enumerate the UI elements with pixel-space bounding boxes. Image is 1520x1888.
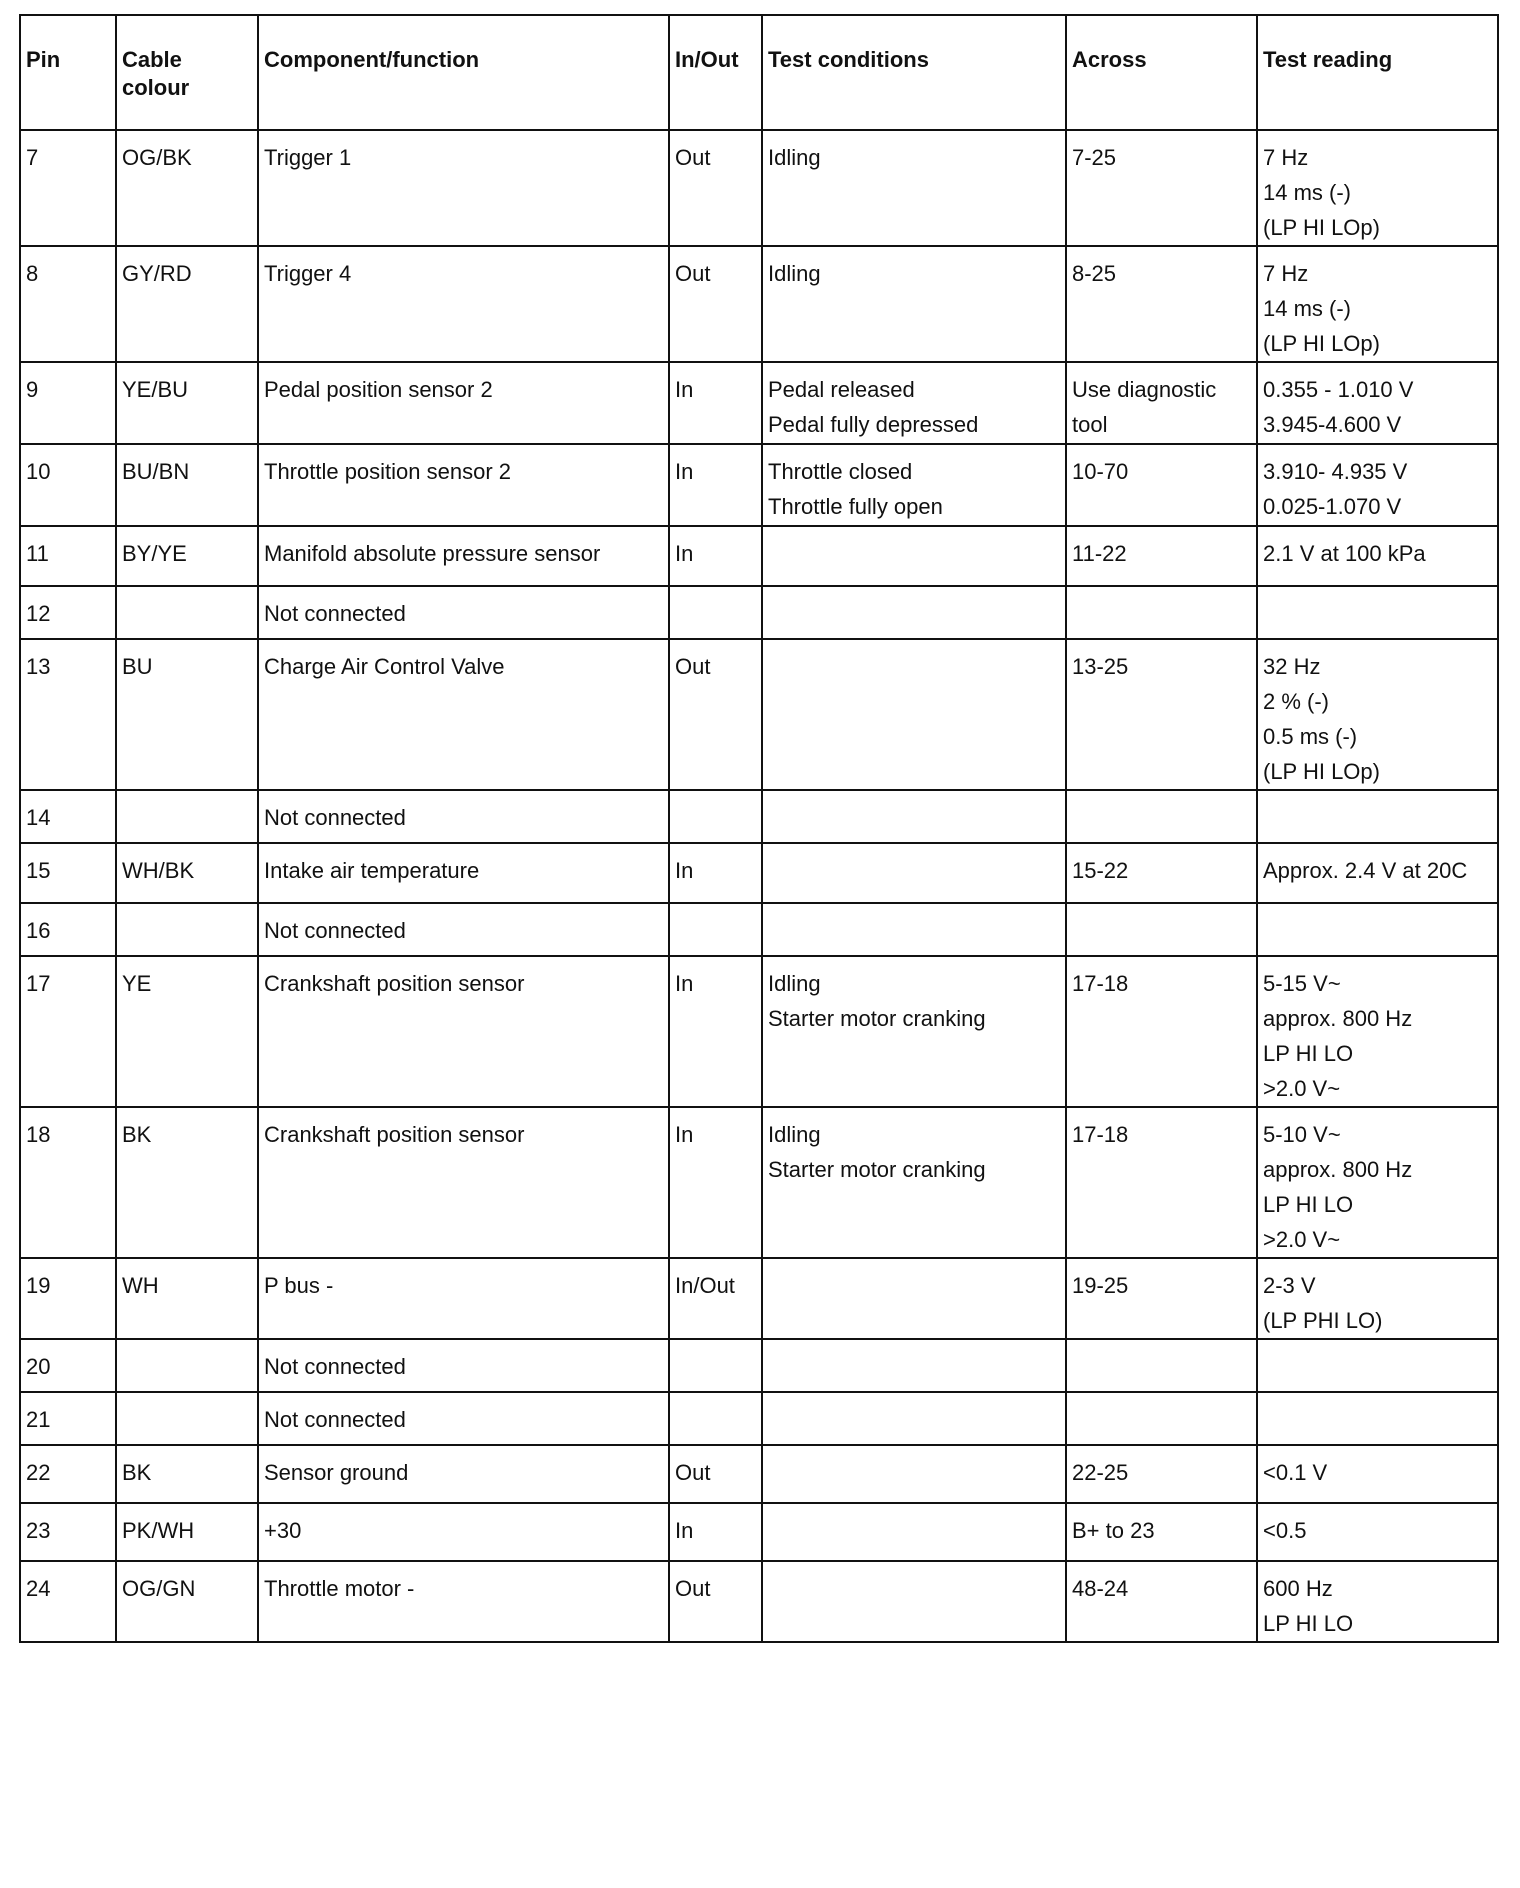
table-row (20, 639, 1498, 790)
cell-colour: BK (116, 1445, 258, 1503)
column-header-line: Test reading (1263, 47, 1393, 72)
cell-line: Charge Air Control Valve (264, 654, 505, 679)
cell-line: LP HI LO (1263, 1041, 1354, 1066)
column-header-line: Across (1072, 47, 1147, 72)
cell-across (1066, 130, 1257, 246)
cell-inout: Out (669, 639, 762, 790)
cell-conditions (762, 444, 1066, 526)
cell-colour: YE (116, 956, 258, 1107)
table-row (20, 843, 1498, 903)
cell-across (1066, 1445, 1257, 1503)
cell-conditions (762, 362, 1066, 444)
cell-across (1066, 1339, 1257, 1392)
cell-line: Sensor ground (264, 1460, 409, 1485)
cell-across (1066, 790, 1257, 843)
cell-inout: In (669, 843, 762, 903)
cell-line: 7 Hz (1263, 261, 1309, 286)
cell-component (258, 903, 669, 956)
column-header-component (258, 15, 669, 130)
cell-colour: PK/WH (116, 1503, 258, 1561)
cell-across (1066, 1258, 1257, 1339)
cell-line: >2.0 V~ (1263, 1227, 1341, 1252)
cell-conditions (762, 790, 1066, 843)
cell-pin: 7 (20, 130, 116, 246)
cell-line: 10-70 (1072, 459, 1129, 484)
cell-line: (LP HI LOp) (1263, 215, 1380, 240)
cell-reading (1257, 956, 1498, 1107)
column-header-pin (20, 15, 116, 130)
cell-pin: 9 (20, 362, 116, 444)
cell-colour (116, 1392, 258, 1445)
cell-line: Not connected (264, 918, 406, 943)
table-body (20, 130, 1498, 1642)
table-header-row (20, 15, 1498, 130)
cell-line: 3.945-4.600 V (1263, 412, 1402, 437)
cell-line: Crankshaft position sensor (264, 971, 525, 996)
cell-line: Not connected (264, 1407, 406, 1432)
cell-line: Pedal released (768, 377, 915, 402)
cell-component (258, 526, 669, 586)
cell-pin: 23 (20, 1503, 116, 1561)
cell-across (1066, 526, 1257, 586)
cell-pin: 16 (20, 903, 116, 956)
cell-reading (1257, 130, 1498, 246)
cell-line: approx. 800 Hz (1263, 1006, 1413, 1031)
cell-colour: BU/BN (116, 444, 258, 526)
cell-pin: 22 (20, 1445, 116, 1503)
cell-line: Throttle position sensor 2 (264, 459, 512, 484)
cell-across (1066, 903, 1257, 956)
cell-line: 0.355 - 1.010 V (1263, 377, 1414, 402)
cell-line: Trigger 1 (264, 145, 352, 170)
column-header-inout (669, 15, 762, 130)
cell-across (1066, 639, 1257, 790)
table-row (20, 526, 1498, 586)
cell-reading (1257, 362, 1498, 444)
cell-line: 7-25 (1072, 145, 1117, 170)
cell-line: 13-25 (1072, 654, 1129, 679)
cell-pin: 24 (20, 1561, 116, 1642)
cell-conditions (762, 586, 1066, 639)
table-row (20, 1503, 1498, 1561)
table-row (20, 790, 1498, 843)
cell-line: 5-10 V~ (1263, 1122, 1341, 1147)
cell-conditions (762, 1561, 1066, 1642)
cell-reading (1257, 639, 1498, 790)
cell-colour: WH/BK (116, 843, 258, 903)
cell-inout: Out (669, 1561, 762, 1642)
column-header-line: In/Out (675, 47, 739, 72)
cell-across (1066, 956, 1257, 1107)
cell-line: Idling (768, 145, 821, 170)
cell-pin: 12 (20, 586, 116, 639)
cell-reading (1257, 1392, 1498, 1445)
cell-reading (1257, 790, 1498, 843)
cell-colour (116, 903, 258, 956)
table-row (20, 903, 1498, 956)
cell-line: +30 (264, 1518, 302, 1543)
cell-conditions (762, 130, 1066, 246)
cell-line: Starter motor cranking (768, 1157, 986, 1182)
cell-reading (1257, 903, 1498, 956)
column-header-line: Test conditions (768, 47, 929, 72)
cell-pin: 10 (20, 444, 116, 526)
cell-inout: In (669, 362, 762, 444)
cell-pin: 14 (20, 790, 116, 843)
cell-inout: Out (669, 1445, 762, 1503)
cell-component (258, 790, 669, 843)
table-row (20, 956, 1498, 1107)
cell-inout: In (669, 444, 762, 526)
cell-reading (1257, 1107, 1498, 1258)
cell-line: 15-22 (1072, 858, 1129, 883)
cell-reading (1257, 1258, 1498, 1339)
table-row (20, 1445, 1498, 1503)
cell-pin: 11 (20, 526, 116, 586)
cell-inout: In (669, 526, 762, 586)
cell-inout: In/Out (669, 1258, 762, 1339)
cell-conditions (762, 843, 1066, 903)
cell-inout: In (669, 956, 762, 1107)
cell-colour: GY/RD (116, 246, 258, 362)
table-row (20, 1392, 1498, 1445)
cell-component (258, 362, 669, 444)
cell-pin: 17 (20, 956, 116, 1107)
cell-pin: 20 (20, 1339, 116, 1392)
cell-line: 7 Hz (1263, 145, 1309, 170)
cell-line: 2-3 V (1263, 1273, 1316, 1298)
cell-reading (1257, 526, 1498, 586)
cell-line: B+ to 23 (1072, 1518, 1155, 1543)
cell-colour: WH (116, 1258, 258, 1339)
cell-colour: OG/GN (116, 1561, 258, 1642)
cell-line: Idling (768, 971, 821, 996)
cell-line: (LP HI LOp) (1263, 759, 1380, 784)
cell-line: 3.910- 4.935 V (1263, 459, 1408, 484)
cell-across (1066, 843, 1257, 903)
cell-pin: 21 (20, 1392, 116, 1445)
cell-line: Throttle motor - (264, 1576, 415, 1601)
cell-inout (669, 903, 762, 956)
cell-component (258, 1339, 669, 1392)
table-row (20, 362, 1498, 444)
cell-line: LP HI LO (1263, 1192, 1354, 1217)
table-row (20, 246, 1498, 362)
cell-line: 22-25 (1072, 1460, 1129, 1485)
cell-line: 11-22 (1072, 541, 1127, 566)
cell-colour (116, 790, 258, 843)
cell-conditions (762, 1445, 1066, 1503)
cell-line: 19-25 (1072, 1273, 1129, 1298)
cell-line: Starter motor cranking (768, 1006, 986, 1031)
column-header-colour (116, 15, 258, 130)
cell-line: Intake air temperature (264, 858, 480, 883)
cell-line: Pedal fully depressed (768, 412, 979, 437)
cell-line: 0.025-1.070 V (1263, 494, 1402, 519)
cell-across (1066, 586, 1257, 639)
cell-colour: BK (116, 1107, 258, 1258)
cell-line: 48-24 (1072, 1576, 1129, 1601)
cell-across (1066, 1392, 1257, 1445)
cell-line: Pedal position sensor 2 (264, 377, 493, 402)
cell-colour: OG/BK (116, 130, 258, 246)
cell-conditions (762, 956, 1066, 1107)
cell-line: <0.1 V (1263, 1460, 1328, 1485)
cell-conditions (762, 903, 1066, 956)
cell-across (1066, 362, 1257, 444)
cell-line: 17-18 (1072, 1122, 1129, 1147)
cell-line: 5-15 V~ (1263, 971, 1341, 996)
cell-line: Crankshaft position sensor (264, 1122, 525, 1147)
cell-line: 32 Hz (1263, 654, 1321, 679)
cell-across (1066, 1107, 1257, 1258)
pin-test-table (19, 14, 1499, 1643)
cell-line: Approx. 2.4 V at 20C (1263, 858, 1468, 883)
cell-line: 2.1 V at 100 kPa (1263, 541, 1426, 566)
column-header-line: Cable (122, 47, 182, 72)
table-row (20, 130, 1498, 246)
cell-component (258, 1445, 669, 1503)
cell-line: approx. 800 Hz (1263, 1157, 1413, 1182)
cell-component (258, 130, 669, 246)
cell-pin: 13 (20, 639, 116, 790)
cell-inout: In (669, 1107, 762, 1258)
cell-component (258, 956, 669, 1107)
cell-reading (1257, 444, 1498, 526)
cell-line: (LP PHI LO) (1263, 1308, 1383, 1333)
cell-inout (669, 790, 762, 843)
cell-component (258, 1561, 669, 1642)
cell-colour (116, 586, 258, 639)
cell-line: 2 % (-) (1263, 689, 1329, 714)
column-header-reading (1257, 15, 1498, 130)
cell-colour (116, 1339, 258, 1392)
cell-pin: 18 (20, 1107, 116, 1258)
cell-inout: Out (669, 130, 762, 246)
table-row (20, 1561, 1498, 1642)
cell-inout (669, 1339, 762, 1392)
cell-reading (1257, 1503, 1498, 1561)
cell-component (258, 246, 669, 362)
cell-conditions (762, 639, 1066, 790)
table-row (20, 1258, 1498, 1339)
column-header-across (1066, 15, 1257, 130)
cell-component (258, 639, 669, 790)
cell-line: 14 ms (-) (1263, 296, 1351, 321)
cell-conditions (762, 1107, 1066, 1258)
cell-line: Not connected (264, 1354, 406, 1379)
cell-conditions (762, 1258, 1066, 1339)
cell-colour: BU (116, 639, 258, 790)
cell-reading (1257, 1339, 1498, 1392)
cell-line: Not connected (264, 805, 406, 830)
cell-pin: 15 (20, 843, 116, 903)
cell-colour: YE/BU (116, 362, 258, 444)
cell-colour: BY/YE (116, 526, 258, 586)
cell-across (1066, 1503, 1257, 1561)
cell-conditions (762, 246, 1066, 362)
cell-conditions (762, 1503, 1066, 1561)
column-header-line: Component/function (264, 47, 480, 72)
cell-component (258, 1107, 669, 1258)
cell-pin: 8 (20, 246, 116, 362)
cell-line: Idling (768, 1122, 821, 1147)
cell-line: 600 Hz (1263, 1576, 1333, 1601)
cell-inout: In (669, 1503, 762, 1561)
cell-line: Use diagnostic (1072, 377, 1217, 402)
table-row (20, 444, 1498, 526)
cell-component (258, 586, 669, 639)
cell-component (258, 1392, 669, 1445)
cell-component (258, 444, 669, 526)
cell-line: P bus - (264, 1273, 334, 1298)
cell-line: 17-18 (1072, 971, 1129, 996)
cell-across (1066, 246, 1257, 362)
cell-line: <0.5 (1263, 1518, 1307, 1543)
cell-line: Idling (768, 261, 821, 286)
cell-reading (1257, 843, 1498, 903)
cell-conditions (762, 526, 1066, 586)
cell-reading (1257, 586, 1498, 639)
cell-line: >2.0 V~ (1263, 1076, 1341, 1101)
cell-component (258, 1503, 669, 1561)
cell-inout (669, 586, 762, 639)
cell-component (258, 843, 669, 903)
cell-line: Throttle fully open (768, 494, 943, 519)
cell-inout (669, 1392, 762, 1445)
cell-line: 14 ms (-) (1263, 180, 1351, 205)
cell-reading (1257, 1561, 1498, 1642)
cell-inout: Out (669, 246, 762, 362)
table-row (20, 586, 1498, 639)
cell-line: Not connected (264, 601, 406, 626)
column-header-line: colour (122, 75, 190, 100)
cell-line: Throttle closed (768, 459, 913, 484)
cell-pin: 19 (20, 1258, 116, 1339)
cell-conditions (762, 1392, 1066, 1445)
cell-component (258, 1258, 669, 1339)
cell-conditions (762, 1339, 1066, 1392)
cell-reading (1257, 246, 1498, 362)
cell-line: LP HI LO (1263, 1611, 1354, 1636)
cell-reading (1257, 1445, 1498, 1503)
column-header-conditions (762, 15, 1066, 130)
cell-line: tool (1072, 412, 1108, 437)
table-row (20, 1107, 1498, 1258)
cell-line: 0.5 ms (-) (1263, 724, 1358, 749)
table-row (20, 1339, 1498, 1392)
cell-line: Manifold absolute pressure sensor (264, 541, 601, 566)
cell-line: 8-25 (1072, 261, 1117, 286)
column-header-line: Pin (26, 47, 61, 72)
cell-line: (LP HI LOp) (1263, 331, 1380, 356)
cell-line: Trigger 4 (264, 261, 352, 286)
cell-across (1066, 444, 1257, 526)
cell-across (1066, 1561, 1257, 1642)
